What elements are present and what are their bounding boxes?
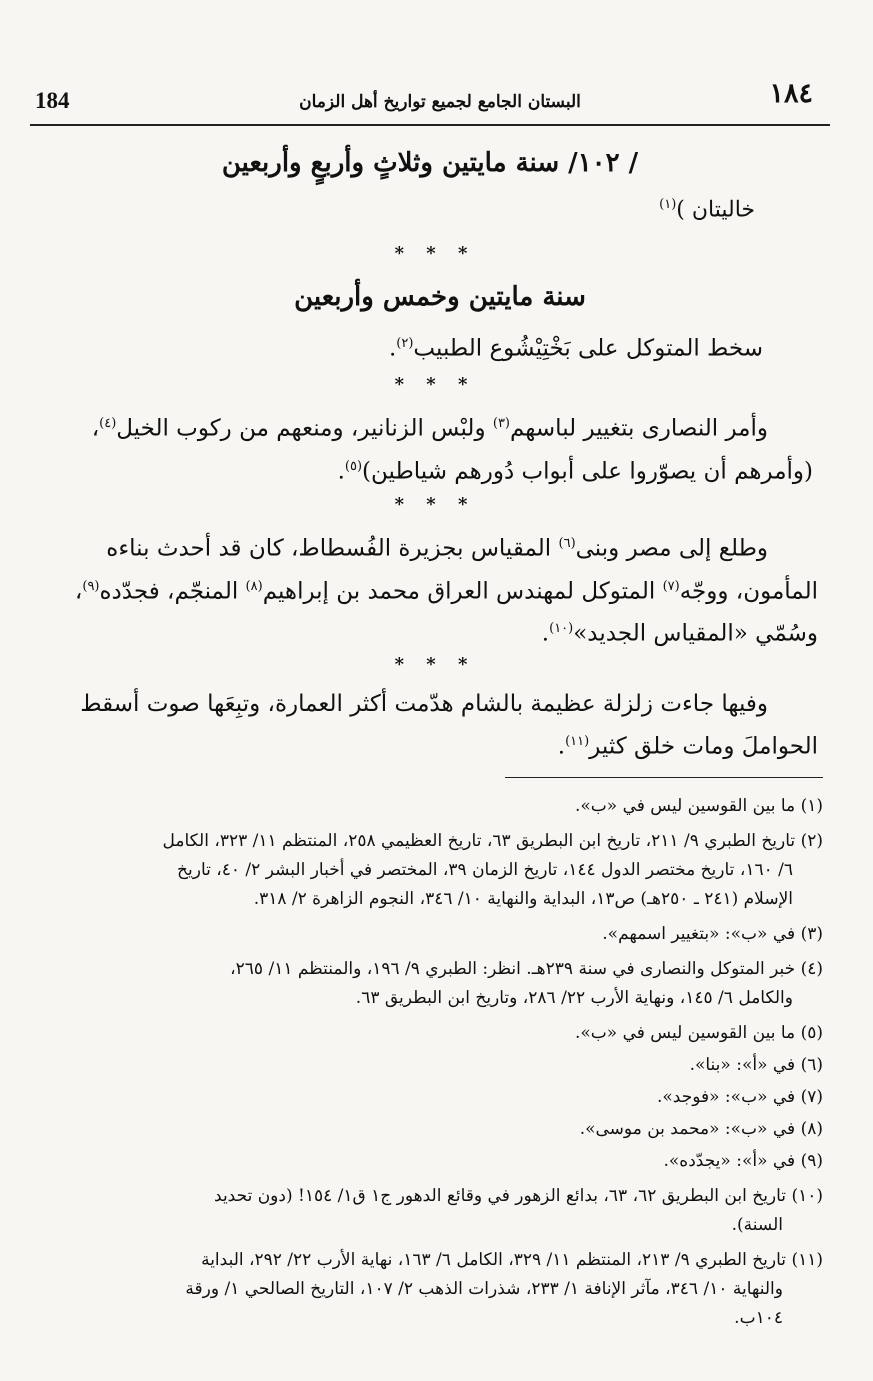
footnote-6: (٦) في «أ»: «بنا». — [689, 1055, 823, 1075]
year-heading-243: / ١٠٢/ سنة مايتين وثلاثٍ وأربعٍ وأربعين — [221, 148, 639, 178]
paragraph-2 — [43, 405, 813, 490]
paragraph-3 — [38, 525, 818, 653]
footnote-ref-8: (٨) — [245, 578, 263, 594]
footnotes — [53, 792, 823, 1333]
footnote-4: (٤) خبر المتوكل والنصارى في سنة ٢٣٩هـ. انظر: الطبري ٩/ ١٩٦، والمنتظم ١١/ ٢٦٥، والكامل ٦/ ١٤٥، ونهاية الأرب ٢٢/ ٢٨٦، وتاريخ ابن البطريق ٦٣. — [230, 959, 823, 1008]
footnote-10: (١٠) تاريخ ابن البطريق ٦٢، ٦٣، بدائع الزهور في وقائع الدهور ج١ ق١/ ١٥٤! (دون تحديد السنة). — [214, 1186, 823, 1235]
paragraph-4-line-1: وفيها جاءت زلزلة عظيمة بالشام هدّمت أكثر العمارة، وتبِعَها صوت أسقط — [80, 691, 768, 717]
separator-stars: * * * — [394, 243, 476, 264]
separator-stars: * * * — [394, 374, 476, 395]
paragraph-2-line-2: (وأمرهم أن يصوّروا على أبواب دُورهم شياطين)$^{(٥)}$. — [337, 458, 813, 485]
paragraph-4 — [38, 685, 818, 766]
page-number-latin: 184 — [35, 88, 70, 113]
footnote-ref-10: (١٠) — [549, 621, 574, 637]
footnote-ref-11: (١١) — [565, 734, 590, 749]
paragraph-4-line-2: الحواملَ ومات خلق كثير$^{(١١)}$. — [557, 733, 818, 760]
footnote-ref-5: (٥) — [344, 458, 363, 474]
paragraph-2-line-1: وأمر النصارى بتغيير لباسهم$^{(٣)}$ ولبْس الزنانير، ومنعهم من ركوب الخيل$^{(٤)}$، — [91, 415, 768, 442]
paragraph-3-line-3: وسُمّي «المقياس الجديد»$^{(١٠)}$. — [541, 620, 818, 647]
footnote-1: (١) ما بين القوسين ليس في «ب». — [574, 796, 823, 816]
paragraph-3-line-1: وطلع إلى مصر وبنى$^{(٦)}$ المقياس بجزيرة الفُسطاط، كان قد أحدث بناءه — [106, 535, 768, 562]
footnote-11: (١١) تاريخ الطبري ٩/ ٢١٣، المنتظم ١١/ ٣٢٩، الكامل ٦/ ١٦٣، نهاية الأرب ٢٢/ ٢٩٢، البداية والنهاية ١٠/ ٣٤٦، مآثر الإنافة ١/ ٢٣٣، شذرات الذهب ٢/ ١٠٧، التاريخ الصالحي ١/ ورقة ١٠٤ب. — [185, 1250, 823, 1328]
footnote-ref-7: (٧) — [662, 578, 680, 594]
footnote-7: (٧) في «ب»: «فوجد». — [656, 1087, 823, 1107]
paragraph-1 — [389, 325, 763, 368]
year-heading-245: سنة مايتين وخمس وأربعين — [294, 282, 586, 312]
fragment-text: خاليتان ) — [676, 197, 755, 223]
footnote-3: (٣) في «ب»: «بتغيير اسمهم». — [602, 924, 823, 944]
footnote-ref-4: (٤) — [99, 416, 117, 431]
footnote-2: (٢) تاريخ الطبري ٩/ ٢١١، تاريخ ابن البطريق ٦٣، تاريخ العظيمي ٢٥٨، المنتظم ١١/ ٣٢٣، الكامل ٦/ ١٦٠، تاريخ مختصر الدول ١٤٤، تاريخ الزمان ٣٩، المختصر في أخبار البشر ٢/ ٤٠، تاريخ الإسلام (٢٤١ ـ ٢٥٠هـ) ص١٣، البداية والنهاية ١٠/ ٣٤٦، النجوم الزاهرة ٢/ ٣١٨. — [162, 831, 823, 909]
separator-stars: * * * — [394, 494, 476, 515]
footnote-ref-3: (٣) — [492, 416, 510, 431]
separator-stars: * * * — [394, 654, 476, 675]
paragraph-1-text: سخط المتوكل على بَخْتِيْشُوع الطبيب — [413, 335, 763, 362]
footnote-8: (٨) في «ب»: «محمد بن موسى». — [579, 1119, 823, 1139]
footnote-ref-9: (٩) — [82, 578, 100, 594]
footnote-5: (٥) ما بين القوسين ليس في «ب». — [574, 1023, 823, 1043]
running-title: البستان الجامع لجميع تواريخ أهل الزمان — [299, 92, 581, 112]
footnote-rule — [505, 777, 823, 778]
footnote-ref-2: (٢) — [396, 336, 414, 351]
footnote-ref-1: (١) — [659, 197, 677, 212]
footnote-ref-6: (٦) — [558, 536, 576, 551]
footnote-9: (٩) في «أ»: «يجدّده». — [663, 1151, 823, 1171]
paragraph-3-line-2: المأمون، ووجّه$^{(٧)}$ المتوكل لمهندس العراق محمد بن إبراهيم$^{(٨)}$ المنجّم، فجدّده$^{(٩)}$، — [74, 578, 818, 605]
paragraph-1-end: . — [388, 335, 397, 362]
fragment-line — [659, 186, 755, 229]
page-number-arabic: ١٨٤ — [769, 78, 813, 109]
header-rule — [30, 124, 830, 126]
